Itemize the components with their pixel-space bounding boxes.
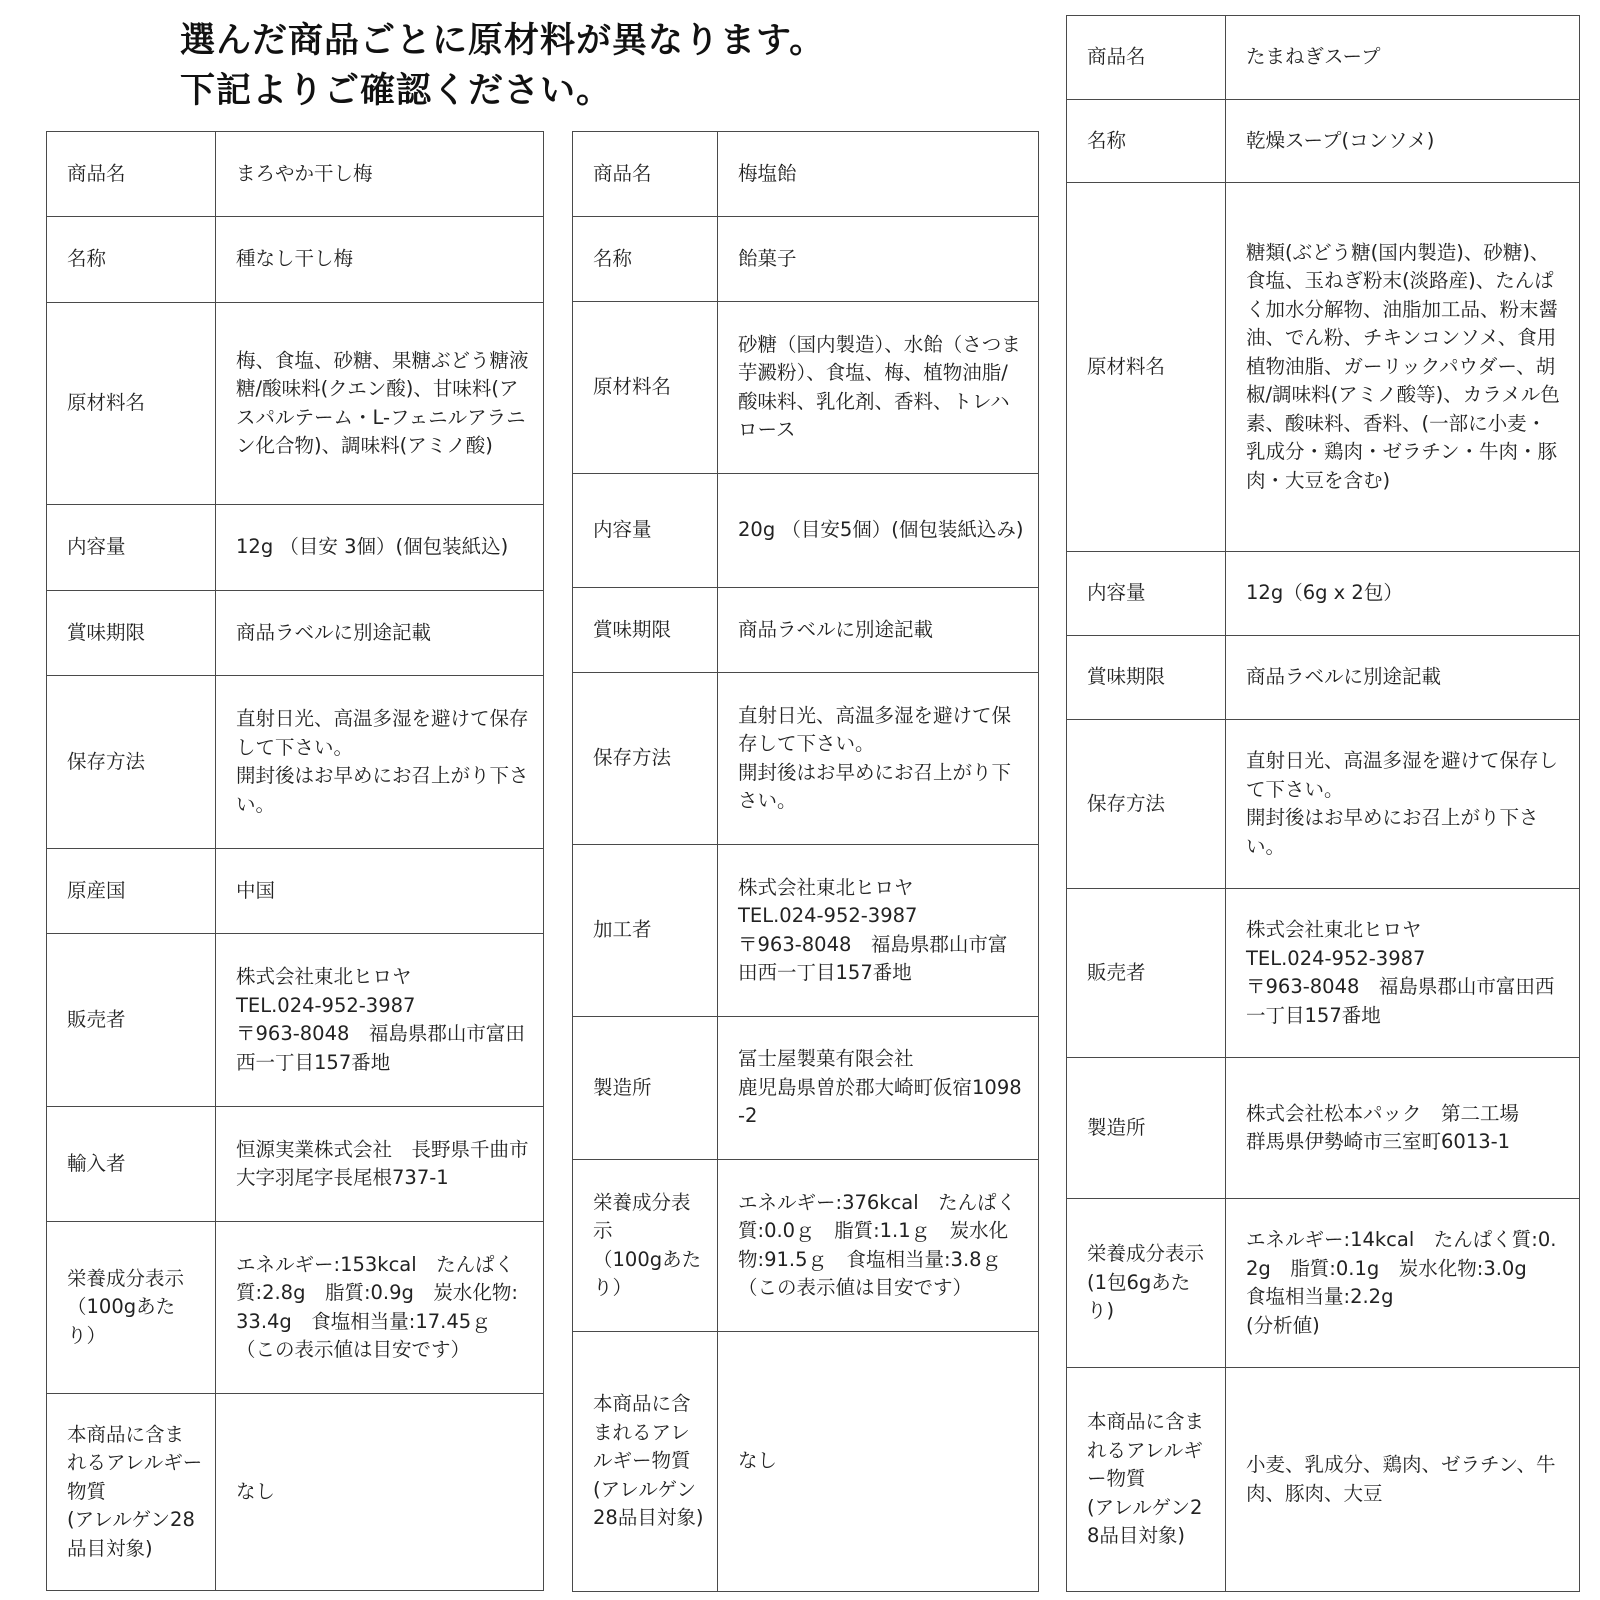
row-value: 飴菓子	[718, 217, 1039, 302]
row-label: 内容量	[1067, 552, 1226, 636]
table-row	[47, 504, 544, 590]
row-label: 製造所	[1067, 1058, 1226, 1199]
table-row	[47, 1107, 544, 1222]
row-value: 商品ラベルに別途記載	[216, 590, 544, 675]
row-label: 栄養成分表示 (1包6gあたり)	[1067, 1199, 1226, 1368]
row-label: 原産国	[47, 849, 216, 934]
table-row	[47, 1222, 544, 1394]
row-value: たまねぎスープ	[1226, 16, 1580, 100]
table-row	[573, 1160, 1039, 1332]
product-table-ume-candy-dried	[46, 131, 544, 1591]
row-value: 直射日光、高温多湿を避けて保存して下さい。 開封後はお早めにお召上がり下さい。	[718, 673, 1039, 845]
headline-line-2: 下記よりご確認ください。	[180, 71, 613, 111]
row-label: 商品名	[1067, 16, 1226, 100]
table-row	[1067, 889, 1580, 1058]
row-value: 株式会社松本パック 第二工場 群馬県伊勢崎市三室町6013-1	[1226, 1058, 1580, 1199]
row-value: 梅、食塩、砂糖、果糖ぶどう糖液糖/酸味料(クエン酸)、甘味料(アスパルテーム・L-フェニルアラニン化合物)、調味料(アミノ酸)	[216, 303, 544, 505]
table-row	[1067, 1368, 1580, 1592]
row-label: 本商品に含まれるアレルギー物質(アレルゲン28品目対象)	[573, 1332, 718, 1592]
row-label: 原材料名	[47, 303, 216, 505]
row-label: 栄養成分表示 （100gあたり）	[47, 1222, 216, 1394]
row-label: 名称	[1067, 100, 1226, 183]
row-value: 直射日光、高温多湿を避けて保存して下さい。 開封後はお早めにお召上がり下さい。	[216, 676, 544, 849]
table-row	[47, 849, 544, 934]
row-label: 販売者	[1067, 889, 1226, 1058]
row-label: 原材料名	[573, 302, 718, 474]
row-label: 栄養成分表示 （100gあたり）	[573, 1160, 718, 1332]
table-row	[1067, 636, 1580, 720]
row-value: 株式会社東北ヒロヤ TEL.024-952-3987 〒963-8048 福島県郡山市富田西一丁目157番地	[216, 934, 544, 1107]
table-row	[1067, 100, 1580, 183]
row-label: 商品名	[573, 132, 718, 217]
row-value: 株式会社東北ヒロヤ TEL.024-952-3987 〒963-8048 福島県郡山市富田西一丁目157番地	[718, 845, 1039, 1017]
table-row	[47, 217, 544, 303]
table-row	[573, 1332, 1039, 1592]
row-label: 保存方法	[47, 676, 216, 849]
page-headline	[180, 16, 825, 116]
row-value: 株式会社東北ヒロヤ TEL.024-952-3987 〒963-8048 福島県郡山市富田西一丁目157番地	[1226, 889, 1580, 1058]
row-value: 直射日光、高温多湿を避けて保存して下さい。 開封後はお早めにお召上がり下さい。	[1226, 720, 1580, 889]
row-label: 輸入者	[47, 1107, 216, 1222]
row-value: 砂糖（国内製造）、水飴（さつま芋澱粉）、食塩、梅、植物油脂/酸味料、乳化剤、香料、トレハロース	[718, 302, 1039, 474]
row-value: 商品ラベルに別途記載	[718, 588, 1039, 673]
row-label: 内容量	[573, 474, 718, 588]
row-value: 糖類(ぶどう糖(国内製造)、砂糖)、食塩、玉ねぎ粉末(淡路産)、たんぱく加水分解物、油脂加工品、粉末醤油、でん粉、チキンコンソメ、食用植物油脂、ガーリックパウダー、胡椒/調味料(アミノ酸等)、カラメル色素、酸味料、香料、(一部に小麦・乳成分・鶏肉・ゼラチン・牛肉・豚肉・大豆を含む)	[1226, 183, 1580, 552]
row-value: 恒源実業株式会社 長野県千曲市大字羽尾字長尾根737-1	[216, 1107, 544, 1222]
row-label: 保存方法	[1067, 720, 1226, 889]
row-value: 12g （目安 3個）(個包装紙込)	[216, 504, 544, 590]
row-label: 販売者	[47, 934, 216, 1107]
table-row	[573, 1017, 1039, 1160]
row-label: 保存方法	[573, 673, 718, 845]
row-label: 賞味期限	[573, 588, 718, 673]
table-row	[1067, 552, 1580, 636]
row-label: 原材料名	[1067, 183, 1226, 552]
table-row	[47, 303, 544, 505]
table-row	[47, 132, 544, 217]
row-value: 梅塩飴	[718, 132, 1039, 217]
row-label: 内容量	[47, 504, 216, 590]
row-value: 20g （目安5個）(個包装紙込み)	[718, 474, 1039, 588]
table-row	[573, 845, 1039, 1017]
table-row	[573, 673, 1039, 845]
row-value: なし	[216, 1394, 544, 1591]
row-value: 商品ラベルに別途記載	[1226, 636, 1580, 720]
row-value: 12g（6g x 2包）	[1226, 552, 1580, 636]
row-label: 本商品に含まれるアレルギー物質 (アレルゲン28品目対象)	[1067, 1368, 1226, 1592]
table-row	[47, 1394, 544, 1591]
row-label: 本商品に含まれるアレルギー物質 (アレルゲン28品目対象)	[47, 1394, 216, 1591]
table-row	[1067, 720, 1580, 889]
table-row	[1067, 1058, 1580, 1199]
table-row	[573, 132, 1039, 217]
row-value: 冨士屋製菓有限会社 鹿児島県曽於郡大崎町仮宿1098-2	[718, 1017, 1039, 1160]
table-row	[47, 590, 544, 675]
table-row	[1067, 183, 1580, 552]
row-value: 乾燥スープ(コンソメ)	[1226, 100, 1580, 183]
product-table-ume-salt-candy	[572, 131, 1039, 1592]
row-label: 加工者	[573, 845, 718, 1017]
row-label: 賞味期限	[47, 590, 216, 675]
table-row	[47, 676, 544, 849]
row-value: エネルギー:376kcal たんぱく質:0.0ｇ 脂質:1.1ｇ 炭水化物:91.5ｇ 食塩相当量:3.8ｇ （この表示値は目安です）	[718, 1160, 1039, 1332]
row-value: なし	[718, 1332, 1039, 1592]
row-value: エネルギー:14kcal たんぱく質:0.2g 脂質:0.1g 炭水化物:3.0g 食塩相当量:2.2g (分析値)	[1226, 1199, 1580, 1368]
row-value: エネルギー:153kcal たんぱく質:2.8g 脂質:0.9g 炭水化物:33.4g 食塩相当量:17.45ｇ （この表示値は目安です）	[216, 1222, 544, 1394]
row-label: 名称	[573, 217, 718, 302]
row-value: 小麦、乳成分、鶏肉、ゼラチン、牛肉、豚肉、大豆	[1226, 1368, 1580, 1592]
row-value: まろやか干し梅	[216, 132, 544, 217]
table-row	[573, 474, 1039, 588]
table-row	[1067, 16, 1580, 100]
row-label: 名称	[47, 217, 216, 303]
table-row	[47, 934, 544, 1107]
headline-line-1: 選んだ商品ごとに原材料が異なります。	[180, 21, 826, 61]
table-row	[1067, 1199, 1580, 1368]
row-label: 商品名	[47, 132, 216, 217]
row-value: 中国	[216, 849, 544, 934]
row-label: 賞味期限	[1067, 636, 1226, 720]
table-row	[573, 302, 1039, 474]
product-table-onion-soup	[1066, 15, 1580, 1592]
table-row	[573, 217, 1039, 302]
row-value: 種なし干し梅	[216, 217, 544, 303]
table-row	[573, 588, 1039, 673]
row-label: 製造所	[573, 1017, 718, 1160]
